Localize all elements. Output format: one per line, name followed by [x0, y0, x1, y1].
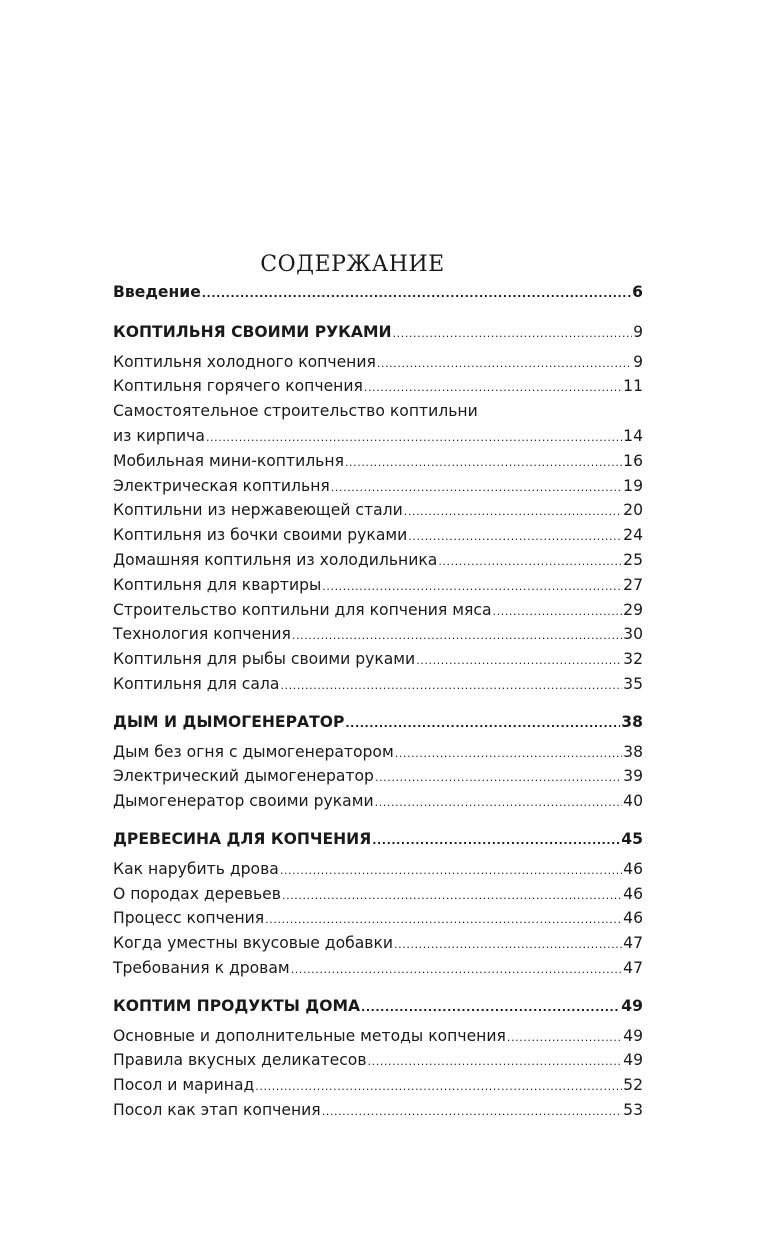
- dot-leader: [393, 322, 633, 347]
- dot-leader: [408, 525, 622, 550]
- dot-leader: [206, 426, 622, 451]
- toc-entry[interactable]: [113, 956, 643, 981]
- dot-leader: [394, 933, 622, 958]
- toc-entry[interactable]: [113, 672, 643, 697]
- dot-leader: [404, 500, 622, 525]
- entry-title: Правила вкусных деликатесов: [113, 1051, 367, 1070]
- page-number: 46: [623, 909, 643, 928]
- page-number: 47: [623, 934, 643, 953]
- toc-section-heading[interactable]: [113, 320, 643, 345]
- entry-title: Как нарубить дрова: [113, 859, 279, 878]
- toc-entry[interactable]: [113, 906, 643, 931]
- page-number: 45: [621, 829, 643, 848]
- page-number: 14: [623, 426, 643, 445]
- entry-title: Коптильня для рыбы своими руками: [113, 650, 416, 669]
- toc-entry[interactable]: [113, 789, 643, 814]
- dot-leader: [322, 1100, 622, 1125]
- toc-entry[interactable]: [113, 1073, 643, 1098]
- entry-title: Дым без огня с дымогенератором: [113, 742, 394, 761]
- entry-title: из кирпича: [113, 426, 205, 445]
- dot-leader: [364, 376, 622, 401]
- dot-leader: [202, 282, 631, 307]
- dot-leader: [345, 451, 622, 476]
- toc-entry[interactable]: [113, 1048, 643, 1073]
- page-number: 29: [623, 600, 643, 619]
- toc-entry-introduction[interactable]: [113, 280, 643, 305]
- page-number: 46: [623, 884, 643, 903]
- page-number: 27: [623, 575, 643, 594]
- entry-title: КОПТИМ ПРОДУКТЫ ДОМА: [113, 996, 361, 1015]
- page-number: 30: [623, 625, 643, 644]
- entry-title: Основные и дополнительные методы копчения: [113, 1026, 506, 1045]
- dot-leader: [375, 791, 623, 816]
- page-number: 53: [623, 1100, 643, 1119]
- entry-title: Мобильная мини-коптильня: [113, 451, 344, 470]
- toc-entry[interactable]: [113, 449, 643, 474]
- toc-entry[interactable]: [113, 622, 643, 647]
- entry-title: Посол и маринад: [113, 1076, 255, 1095]
- toc-entry[interactable]: [113, 350, 643, 375]
- toc-section-heading[interactable]: [113, 710, 643, 735]
- entry-title: Дымогенератор своими руками: [113, 792, 374, 811]
- entry-title: О породах деревьев: [113, 884, 281, 903]
- entry-title: Электрический дымогенератор: [113, 767, 374, 786]
- page-number: 40: [623, 792, 643, 811]
- dot-leader: [331, 476, 622, 501]
- toc-section-heading[interactable]: [113, 827, 643, 852]
- page-number: 32: [623, 650, 643, 669]
- dot-leader: [322, 575, 622, 600]
- dot-leader: [280, 674, 622, 699]
- entry-title: Строительство коптильни для копчения мяса: [113, 600, 492, 619]
- entry-title: Технология копчения: [113, 625, 291, 644]
- page-number: 49: [621, 996, 643, 1015]
- page-number: 25: [623, 550, 643, 569]
- dot-leader: [395, 742, 622, 767]
- page-number: 49: [623, 1051, 643, 1070]
- dot-leader: [368, 1050, 623, 1075]
- entry-title: Когда уместны вкусовые добавки: [113, 934, 394, 953]
- entry-title: Коптильня горячего копчения: [113, 377, 363, 396]
- page-number: 6: [632, 283, 643, 301]
- toc-entry[interactable]: [113, 523, 643, 548]
- table-of-contents: [113, 280, 643, 1123]
- dot-leader: [416, 649, 622, 674]
- entry-title: Процесс копчения: [113, 909, 265, 928]
- page-number: 46: [623, 859, 643, 878]
- toc-entry[interactable]: [113, 1098, 643, 1123]
- entry-title: Требования к дровам: [113, 958, 290, 977]
- dot-leader: [375, 766, 622, 791]
- entry-title: Электрическая коптильня: [113, 476, 330, 495]
- page-number: 39: [623, 767, 643, 786]
- entry-title: ДРЕВЕСИНА ДЛЯ КОПЧЕНИЯ: [113, 829, 372, 848]
- toc-entry[interactable]: [113, 647, 643, 672]
- page-number: 49: [623, 1026, 643, 1045]
- toc-section-heading[interactable]: [113, 994, 643, 1019]
- toc-entry[interactable]: [113, 931, 643, 956]
- page-number: 52: [623, 1076, 643, 1095]
- toc-entry[interactable]: [113, 740, 643, 765]
- page-number: 11: [623, 377, 643, 396]
- page-number: 9: [633, 322, 643, 341]
- toc-entry[interactable]: [113, 548, 643, 573]
- page-number: 19: [623, 476, 643, 495]
- dot-leader: [292, 624, 622, 649]
- dot-leader: [345, 712, 620, 737]
- toc-entry[interactable]: [113, 598, 643, 623]
- page-number: 35: [623, 674, 643, 693]
- toc-entry[interactable]: [113, 474, 643, 499]
- entry-title: КОПТИЛЬНЯ СВОИМИ РУКАМИ: [113, 322, 392, 341]
- page-number: 47: [623, 958, 643, 977]
- toc-entry[interactable]: [113, 1024, 643, 1049]
- dot-leader: [291, 958, 622, 983]
- page-number: 16: [623, 451, 643, 470]
- entry-title: Введение: [113, 283, 201, 301]
- dot-leader: [507, 1026, 622, 1051]
- entry-title: Коптильня холодного копчения: [113, 352, 376, 371]
- page-number: 24: [623, 526, 643, 545]
- dot-leader: [280, 859, 622, 884]
- entry-title: Коптильни из нержавеющей стали: [113, 501, 403, 520]
- toc-entry[interactable]: [113, 424, 643, 449]
- entry-title: ДЫМ И ДЫМОГЕНЕРАТОР: [113, 712, 345, 731]
- page-number: 9: [633, 352, 643, 371]
- page-number: 20: [623, 501, 643, 520]
- entry-title: Домашняя коптильня из холодильника: [113, 550, 438, 569]
- toc-entry[interactable]: [113, 498, 643, 523]
- entry-title: Коптильня для сала: [113, 674, 280, 693]
- page-title: СОДЕРЖАНИЕ: [260, 252, 445, 277]
- page-number: 38: [623, 742, 643, 761]
- dot-leader: [372, 829, 620, 854]
- toc-entry[interactable]: [113, 374, 643, 399]
- dot-leader: [361, 996, 620, 1021]
- entry-title: Коптильня из бочки своими руками: [113, 526, 408, 545]
- toc-entry[interactable]: [113, 573, 643, 598]
- page-number: 38: [621, 712, 643, 731]
- dot-leader: [282, 884, 622, 909]
- dot-leader: [265, 908, 622, 933]
- entry-title-first-line: Самостоятельное строительство коптильни: [113, 402, 478, 421]
- toc-entry[interactable]: [113, 764, 643, 789]
- entry-title: Посол как этап копчения: [113, 1100, 321, 1119]
- dot-leader: [377, 352, 632, 377]
- toc-entry[interactable]: [113, 857, 643, 882]
- dot-leader: [438, 550, 622, 575]
- dot-leader: [255, 1075, 622, 1100]
- entry-title: Коптильня для квартиры: [113, 575, 322, 594]
- dot-leader: [493, 600, 623, 625]
- toc-entry[interactable]: [113, 882, 643, 907]
